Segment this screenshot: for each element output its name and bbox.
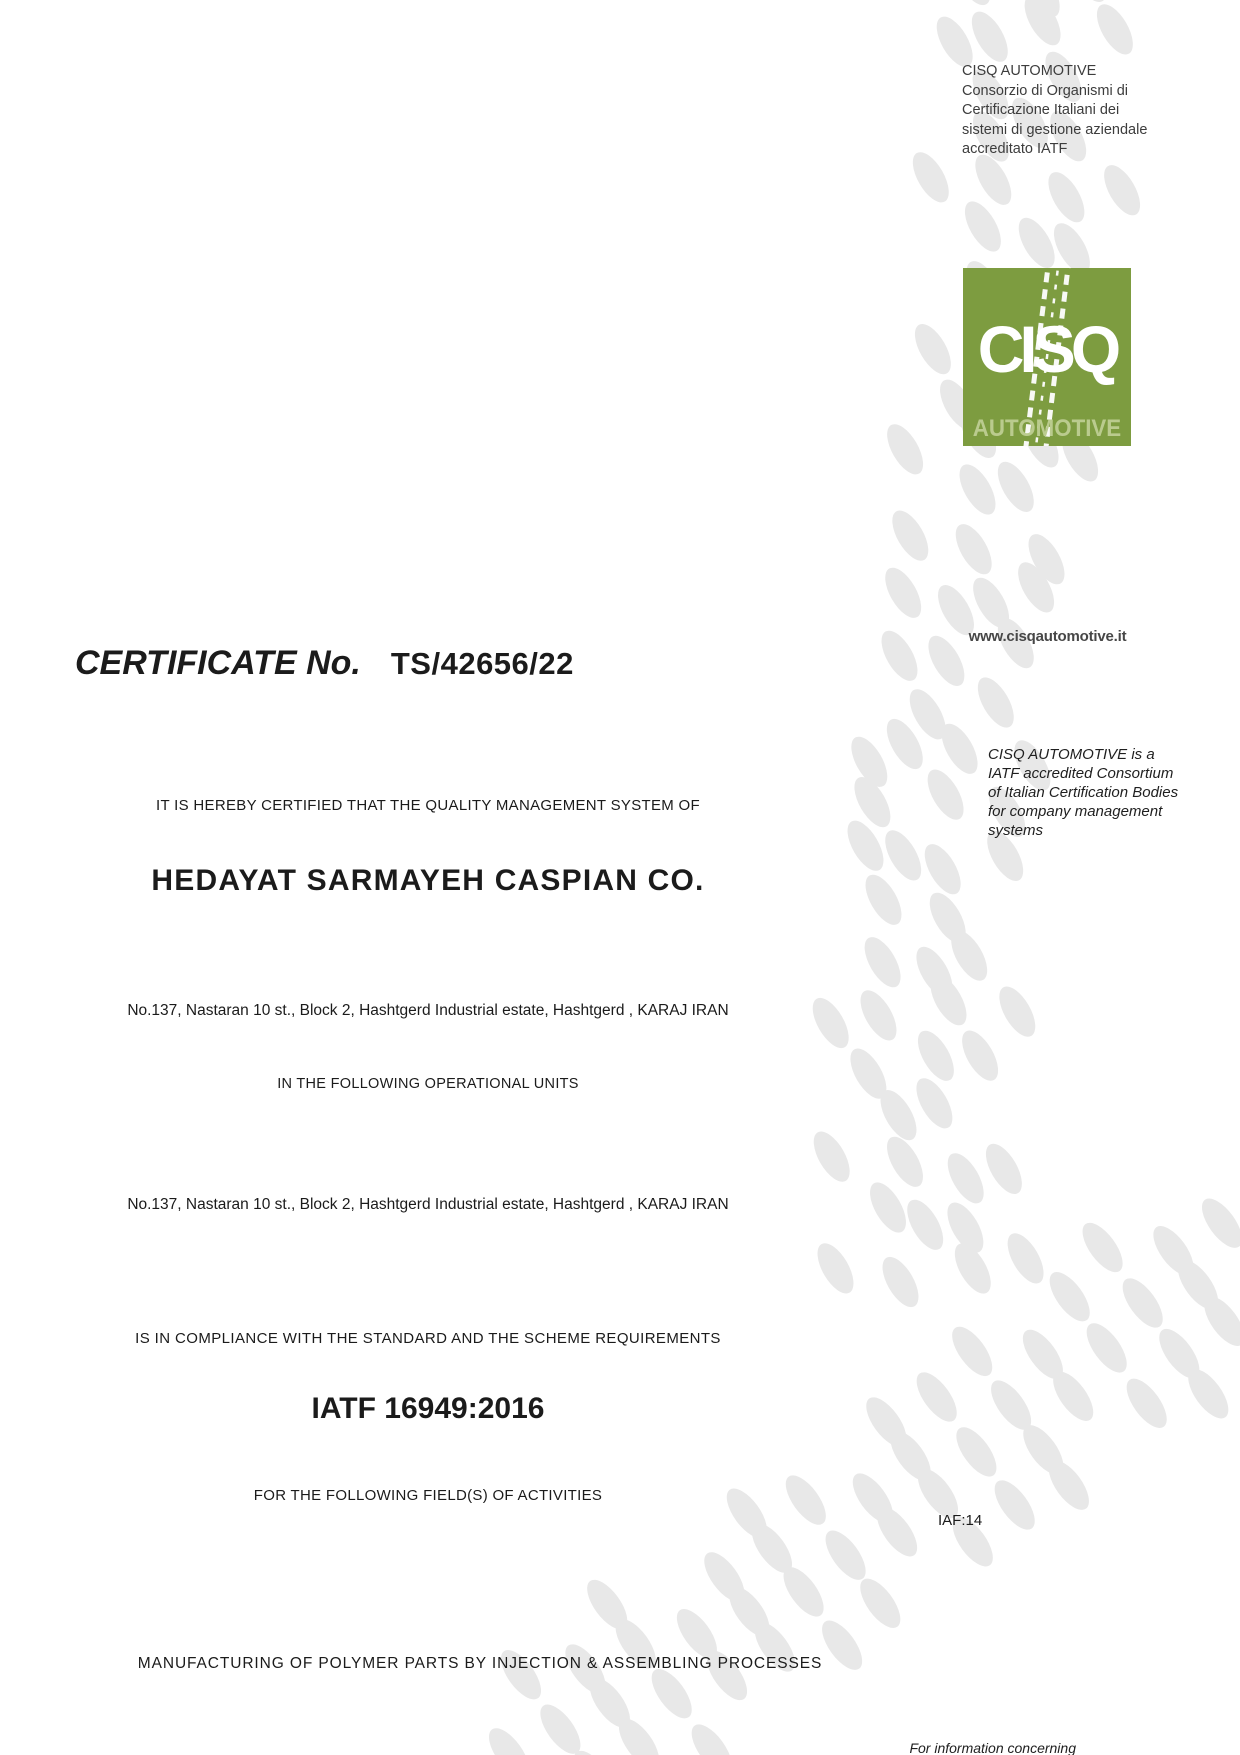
accreditor-text-block xyxy=(962,62,1202,160)
operational-units-heading: IN THE FOLLOWING OPERATIONAL UNITS xyxy=(277,1075,579,1092)
accreditor-desc-line: of Italian Certification Bodies xyxy=(988,783,1179,801)
accreditor-desc-line: IATF accredited Consortium xyxy=(988,764,1174,782)
accreditor-description xyxy=(988,745,1203,840)
certificate-headline xyxy=(75,644,1240,683)
certificate-label: CERTIFICATE No. xyxy=(75,643,361,682)
cisq-automotive-logo xyxy=(963,268,1131,446)
accreditor-name-line: Consorzio di Organismi di xyxy=(962,82,1129,99)
activities-heading: FOR THE FOLLOWING FIELD(S) OF ACTIVITIES xyxy=(253,1486,603,1504)
company-address: No.137, Nastaran 10 st., Block 2, Hashtgerd Industrial estate, Hashtgerd , KARAJ IRAN xyxy=(127,1001,729,1019)
rina-validity-note xyxy=(812,1739,1076,1755)
cisq-logo-subword: AUTOMOTIVE xyxy=(972,414,1122,442)
operational-units-address: No.137, Nastaran 10 st., Block 2, Hashtgerd Industrial estate, Hashtgerd , KARAJ IRAN xyxy=(127,1195,729,1213)
activities-scope: MANUFACTURING OF POLYMER PARTS BY INJECTION & ASSEMBLING PROCESSES xyxy=(137,1654,823,1672)
accreditor-desc-line: for company management xyxy=(988,802,1163,820)
cisq-website-text: www.cisqautomotive.it xyxy=(968,627,1127,645)
iaf-code: IAF:14 xyxy=(938,1511,983,1529)
accreditor-name-line: Certificazione Italiani dei xyxy=(962,102,1120,118)
certificate-number: TS/42656/22 xyxy=(390,645,574,681)
compliance-statement: IS IN COMPLIANCE WITH THE STANDARD AND THE SCHEME REQUIREMENTS xyxy=(135,1329,721,1347)
accreditor-desc-line: CISQ AUTOMOTIVE is a xyxy=(988,745,1155,763)
standard-name: IATF 16949:2016 xyxy=(311,1391,545,1425)
certified-statement: IT IS HEREBY CERTIFIED THAT THE QUALITY MANAGEMENT SYSTEM OF xyxy=(156,796,700,814)
accreditor-name-line: sistemi di gestione aziendale xyxy=(962,121,1148,138)
company-name: HEDAYAT SARMAYEH CASPIAN CO. xyxy=(151,863,705,897)
accreditor-name-line: CISQ AUTOMOTIVE xyxy=(962,63,1097,79)
cisq-logo-word: CISQ xyxy=(977,311,1117,386)
rina-note-line: For information concerning xyxy=(909,1739,1076,1755)
accreditor-desc-line: systems xyxy=(988,821,1044,839)
accreditor-name-line: accreditato IATF xyxy=(962,141,1068,157)
